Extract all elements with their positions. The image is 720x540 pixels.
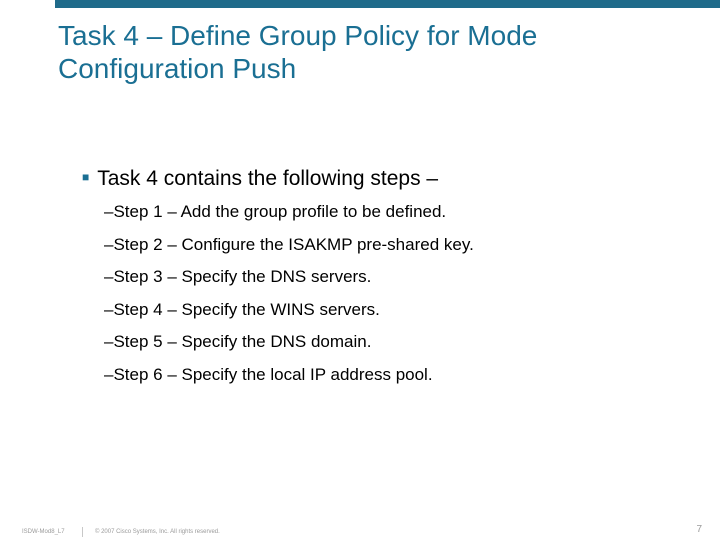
footer-copyright: © 2007 Cisco Systems, Inc. All rights reserved. [95, 529, 220, 535]
page-number: 7 [696, 524, 702, 535]
step-item: –Step 5 – Specify the DNS domain. [104, 332, 372, 352]
main-bullet-text: Task 4 contains the following steps – [97, 167, 439, 190]
footer-divider [82, 527, 83, 537]
header-accent-bar [55, 0, 720, 8]
step-item: –Step 6 – Specify the local IP address pool. [104, 364, 433, 384]
main-bullet [82, 164, 438, 192]
footer-course-code: ISDW-Mod8_L7 [22, 529, 65, 535]
step-list [104, 200, 474, 396]
step-item: –Step 2 – Configure the ISAKMP pre-shared key. [104, 234, 474, 254]
step-item: –Step 1 – Add the group profile to be defined. [104, 202, 447, 221]
step-item: –Step 4 – Specify the WINS servers. [104, 299, 380, 319]
square-bullet-icon: ■ [82, 170, 90, 184]
slide-title: Task 4 – Define Group Policy for Mode Configuration Push [58, 20, 538, 84]
step-item: –Step 3 – Specify the DNS servers. [104, 267, 372, 287]
